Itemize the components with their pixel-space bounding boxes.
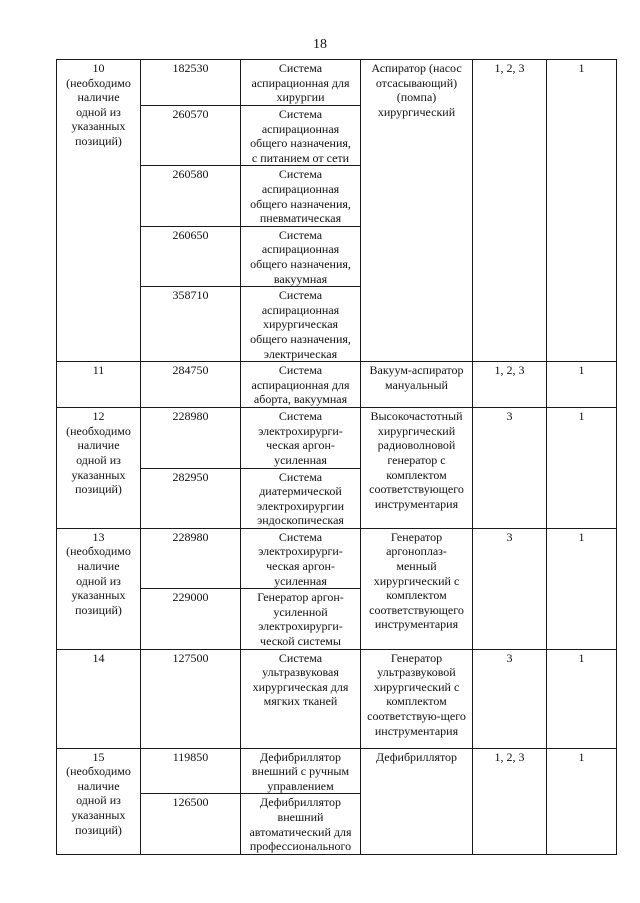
code-cell: 119850 <box>141 748 241 794</box>
equipment-cell: Высокочастотный хирургический радиоволновой генератор с комплектом соответствующего инструментария <box>361 408 473 529</box>
equipment-cell: Аспиратор (насос отсасывающий) (помпа) хирургический <box>361 60 473 362</box>
name-cell: Система аспирационная для аборта, вакуумная <box>241 362 361 408</box>
name-cell: Система электрохирурги- ческая аргон- усиленная <box>241 408 361 468</box>
code-cell: 260580 <box>141 166 241 226</box>
code-cell: 358710 <box>141 287 241 362</box>
code-cell: 260650 <box>141 226 241 286</box>
equipment-cell: Вакуум-аспиратор мануальный <box>361 362 473 408</box>
item-number-cell: 15 (необходимо наличие одной из указанных позиций) <box>57 748 141 854</box>
name-cell: Система аспирационная для хирургии <box>241 60 361 106</box>
quantity-cell: 1 <box>547 60 617 362</box>
equipment-cell: Генератор аргоноплаз- менный хирургический с комплектом соответствующего инструментария <box>361 528 473 649</box>
name-cell: Система диатермической электрохирургии эндоскопическая <box>241 468 361 528</box>
conditions-cell: 1, 2, 3 <box>473 60 547 362</box>
quantity-cell: 1 <box>547 362 617 408</box>
code-cell: 228980 <box>141 408 241 468</box>
conditions-cell: 1, 2, 3 <box>473 362 547 408</box>
quantity-cell: 1 <box>547 748 617 854</box>
name-cell: Система аспирационная общего назначения, с питанием от сети <box>241 106 361 166</box>
code-cell: 284750 <box>141 362 241 408</box>
name-cell: Система аспирационная общего назначения, пневматическая <box>241 166 361 226</box>
name-cell: Система ультразвуковая хирургическая для мягких тканей <box>241 649 361 748</box>
conditions-cell: 1, 2, 3 <box>473 748 547 854</box>
table-row <box>57 649 617 748</box>
page-number: 18 <box>313 37 327 52</box>
table-row <box>57 60 617 106</box>
item-number-cell: 14 <box>57 649 141 748</box>
name-cell: Система аспирационная хирургическая общего назначения, электрическая <box>241 287 361 362</box>
code-cell: 127500 <box>141 649 241 748</box>
name-cell: Система электрохирурги- ческая аргон- усиленная <box>241 528 361 588</box>
quantity-cell: 1 <box>547 649 617 748</box>
quantity-cell: 1 <box>547 408 617 529</box>
item-number-cell: 10 (необходимо наличие одной из указанных позиций) <box>57 60 141 362</box>
item-number-cell: 13 (необходимо наличие одной из указанных позиций) <box>57 528 141 649</box>
name-cell: Генератор аргон- усиленной электрохирурги- ческой системы <box>241 589 361 649</box>
conditions-cell: 3 <box>473 408 547 529</box>
equipment-cell: Генератор ультразвуковой хирургический с комплектом соответствую-щего инструментария <box>361 649 473 748</box>
table-row <box>57 362 617 408</box>
equipment-table <box>56 59 617 855</box>
name-cell: Система аспирационная общего назначения, вакуумная <box>241 226 361 286</box>
name-cell: Дефибриллятор внешний с ручным управлением <box>241 748 361 794</box>
table-row <box>57 408 617 468</box>
table-row <box>57 748 617 794</box>
quantity-cell: 1 <box>547 528 617 649</box>
code-cell: 228980 <box>141 528 241 588</box>
code-cell: 229000 <box>141 589 241 649</box>
conditions-cell: 3 <box>473 528 547 649</box>
item-number-cell: 12 (необходимо наличие одной из указанных позиций) <box>57 408 141 529</box>
code-cell: 260570 <box>141 106 241 166</box>
item-number-cell: 11 <box>57 362 141 408</box>
code-cell: 282950 <box>141 468 241 528</box>
code-cell: 126500 <box>141 794 241 854</box>
code-cell: 182530 <box>141 60 241 106</box>
conditions-cell: 3 <box>473 649 547 748</box>
table-row <box>57 528 617 588</box>
name-cell: Дефибриллятор внешний автоматический для профессионального <box>241 794 361 854</box>
equipment-cell: Дефибриллятор <box>361 748 473 854</box>
